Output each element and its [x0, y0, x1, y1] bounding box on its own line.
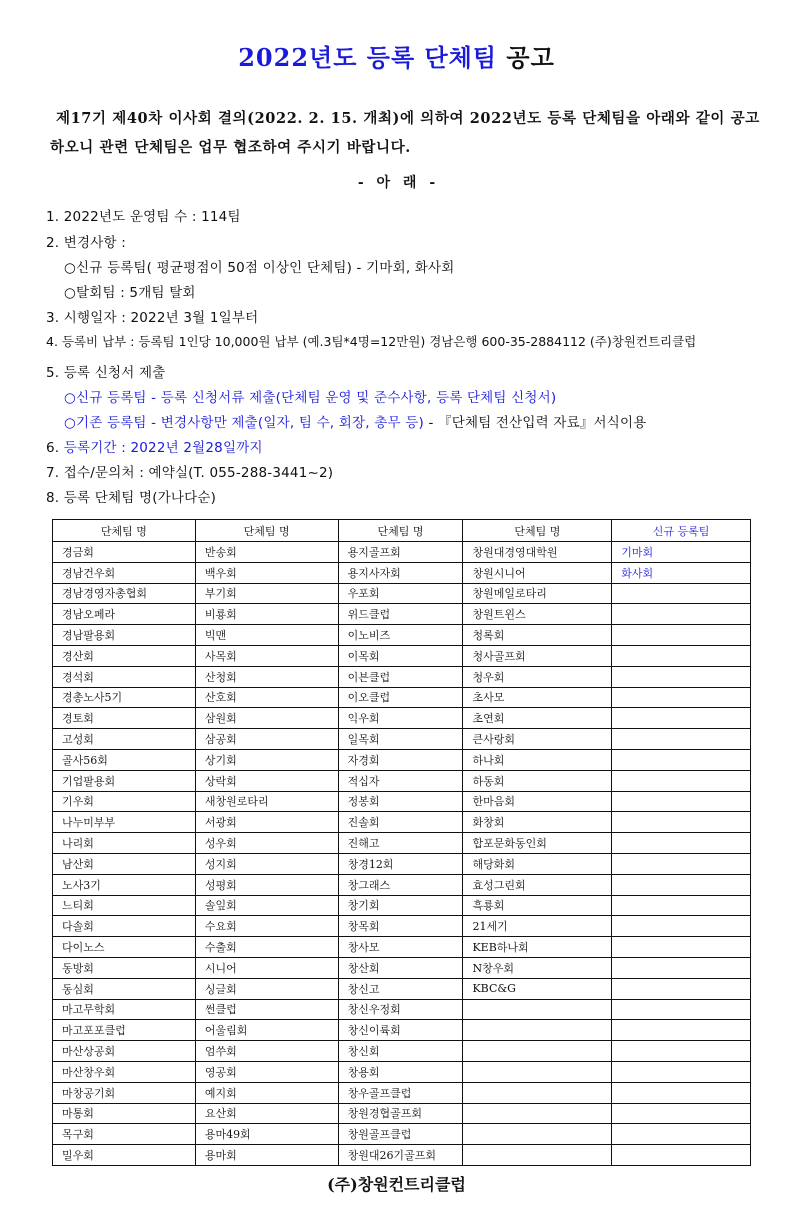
table-cell: 빅맨 [195, 625, 338, 646]
table-cell: 고성회 [53, 729, 196, 750]
table-cell: 창원시니어 [463, 562, 612, 583]
table-cell-new [612, 1041, 751, 1062]
table-row [53, 562, 751, 583]
table-row [53, 729, 751, 750]
page-title [0, 38, 793, 73]
table-cell: 다솔회 [53, 916, 196, 937]
table-cell: 서광회 [195, 812, 338, 833]
table-cell: KBC&G [463, 978, 612, 999]
table-cell: 창사모 [338, 937, 463, 958]
table-cell: 창원대26기골프회 [338, 1145, 463, 1166]
table-cell [463, 1020, 612, 1041]
table-row [53, 708, 751, 729]
table-row [53, 1082, 751, 1103]
table-cell: 용지골프회 [338, 542, 463, 563]
section-heading: - 아 래 - [357, 175, 436, 191]
table-cell: 성평회 [195, 874, 338, 895]
table-row [53, 999, 751, 1020]
table-cell-new [612, 978, 751, 999]
table-row [53, 1020, 751, 1041]
table-cell-new [612, 874, 751, 895]
table-cell-new [612, 999, 751, 1020]
table-cell-new [612, 729, 751, 750]
table-cell: 창원골프클럽 [338, 1124, 463, 1145]
table-cell: 진해고 [338, 833, 463, 854]
table-cell: 산호회 [195, 687, 338, 708]
table-cell: 영공회 [195, 1061, 338, 1082]
item-5b [64, 411, 647, 431]
table-cell: 성우회 [195, 833, 338, 854]
table-cell-new [612, 937, 751, 958]
table-cell-new [612, 625, 751, 646]
table-cell-new [612, 666, 751, 687]
table-cell: 창산회 [338, 957, 463, 978]
table-cell: 다이노스 [53, 937, 196, 958]
table-cell-new [612, 1124, 751, 1145]
table-cell: 청사골프회 [463, 645, 612, 666]
table-cell-new [612, 853, 751, 874]
table-cell-new [612, 1020, 751, 1041]
table-cell [463, 1082, 612, 1103]
table-row [53, 791, 751, 812]
table-cell: 동심회 [53, 978, 196, 999]
table-cell: 큰사랑회 [463, 729, 612, 750]
table-cell: 경토회 [53, 708, 196, 729]
table-cell [463, 1041, 612, 1062]
table-cell: 창용회 [338, 1061, 463, 1082]
table-cell: 동방회 [53, 957, 196, 978]
table-cell: 경남건우회 [53, 562, 196, 583]
table-cell: 경금회 [53, 542, 196, 563]
table-cell-new [612, 1082, 751, 1103]
table-cell: 마산창우회 [53, 1061, 196, 1082]
item-4: 4. 등록비 납부 : 등록팀 1인당 10,000원 납부 (예.3팀*4명=12만원) 경남은행 600-35-2884112 (주)창원컨트리클럽 [46, 334, 697, 349]
table-cell: 용마회 [195, 1145, 338, 1166]
column-header-new: 신규 등록팀 [612, 520, 751, 542]
table-cell: 창신이륙회 [338, 1020, 463, 1041]
table-cell [463, 1145, 612, 1166]
table-cell: KEB하나회 [463, 937, 612, 958]
table-cell: 우포회 [338, 583, 463, 604]
table-cell: 밀우회 [53, 1145, 196, 1166]
table-cell: 사목회 [195, 645, 338, 666]
table-cell: 창원대경영대학원 [463, 542, 612, 563]
table-cell-new [612, 687, 751, 708]
table-cell: N창우회 [463, 957, 612, 978]
table-cell: 삼원회 [195, 708, 338, 729]
table-cell: 초연회 [463, 708, 612, 729]
table-row [53, 937, 751, 958]
column-header: 단체팀 명 [463, 520, 612, 542]
table-cell-new [612, 812, 751, 833]
table-cell: 골사56회 [53, 749, 196, 770]
title-suffix: 공고 [506, 43, 555, 72]
table-row [53, 1145, 751, 1166]
table-cell [463, 1061, 612, 1082]
table-cell-new [612, 583, 751, 604]
table-row [53, 625, 751, 646]
table-cell-new [612, 604, 751, 625]
table-cell-new [612, 770, 751, 791]
table-cell: 익우회 [338, 708, 463, 729]
table-cell: 부기회 [195, 583, 338, 604]
table-cell: 초사모 [463, 687, 612, 708]
table-row [53, 645, 751, 666]
item-2: 2. 변경사항 : [46, 235, 126, 251]
table-cell-new: 화사회 [612, 562, 751, 583]
item-6 [46, 436, 263, 456]
table-cell-new [612, 957, 751, 978]
table-cell: 창그래스 [338, 874, 463, 895]
item-7: 7. 접수/문의처 : 예약실(T. 055-288-3441~2) [46, 465, 334, 481]
table-cell: 비룡회 [195, 604, 338, 625]
item-5: 5. 등록 신청서 제출 [46, 365, 166, 381]
item-5a: ○신규 등록팀 - 등록 신청서류 제출(단체팀 운영 및 준수사항, 등록 단체팀 신청서) [64, 390, 557, 406]
table-cell: 21세기 [463, 916, 612, 937]
table-cell: 합포문화동인회 [463, 833, 612, 854]
item-6-text: 등록기간 : 2022년 2월28일까지 [63, 440, 263, 456]
table-cell: 위드클럽 [338, 604, 463, 625]
table-cell: 상기회 [195, 749, 338, 770]
table-cell-new [612, 1145, 751, 1166]
table-cell: 하동회 [463, 770, 612, 791]
table-row [53, 687, 751, 708]
table-cell: 용지사자회 [338, 562, 463, 583]
table-cell: 마통회 [53, 1103, 196, 1124]
table-row [53, 874, 751, 895]
table-cell: 새창원로타리 [195, 791, 338, 812]
table-cell: 적십자 [338, 770, 463, 791]
table-cell: 마고포포클럽 [53, 1020, 196, 1041]
table-cell: 나누미부부 [53, 812, 196, 833]
table-cell [463, 999, 612, 1020]
table-cell: 창원메일로타리 [463, 583, 612, 604]
item-8: 8. 등록 단체팀 명(가나다순) [46, 490, 217, 506]
table-cell-new [612, 749, 751, 770]
table-cell-new [612, 708, 751, 729]
item-6-number: 6. [46, 440, 64, 456]
table-row [53, 749, 751, 770]
table-cell [463, 1103, 612, 1124]
table-cell: 정봉회 [338, 791, 463, 812]
table-cell [463, 1124, 612, 1145]
table-cell: 수출회 [195, 937, 338, 958]
table-cell: 경남오페라 [53, 604, 196, 625]
table-cell: 반송회 [195, 542, 338, 563]
table-row [53, 1124, 751, 1145]
table-cell: 느티회 [53, 895, 196, 916]
item-5b-label: ○기존 등록팀 - 변경사항만 제출(일자, 팀 수, 회장, 총무 등) [64, 415, 424, 431]
table-cell: 이오클럽 [338, 687, 463, 708]
table-row [53, 542, 751, 563]
table-row [53, 833, 751, 854]
table-row [53, 916, 751, 937]
table-cell: 창신회 [338, 1041, 463, 1062]
table-cell: 남산회 [53, 853, 196, 874]
table-row [53, 770, 751, 791]
table-cell: 성지회 [195, 853, 338, 874]
team-table [52, 519, 751, 1166]
table-cell: 엄쑤회 [195, 1041, 338, 1062]
table-cell: 진솔회 [338, 812, 463, 833]
table-cell: 상락회 [195, 770, 338, 791]
table-row [53, 957, 751, 978]
table-cell: 마창공기회 [53, 1082, 196, 1103]
table-cell-new [612, 791, 751, 812]
table-cell-new [612, 1061, 751, 1082]
table-cell: 마산상공회 [53, 1041, 196, 1062]
table-row [53, 1103, 751, 1124]
table-cell-new [612, 1103, 751, 1124]
table-cell: 경석회 [53, 666, 196, 687]
table-cell: 예지회 [195, 1082, 338, 1103]
column-header: 단체팀 명 [195, 520, 338, 542]
item-2b: ○탈회팀 : 5개팀 탈회 [64, 285, 196, 301]
title-main: 2022년도 등록 단체팀 [238, 43, 498, 72]
table-cell-new [612, 833, 751, 854]
item-2a: ○신규 등록팀( 평균평점이 50점 이상인 단체팀) - 기마회, 화사회 [64, 260, 455, 276]
table-row [53, 895, 751, 916]
table-cell: 나리회 [53, 833, 196, 854]
table-cell: 해당화회 [463, 853, 612, 874]
table-cell: 하나회 [463, 749, 612, 770]
item-1: 1. 2022년도 운영팀 수 : 114팀 [46, 209, 241, 225]
table-cell: 경남경영자총협회 [53, 583, 196, 604]
table-cell: 창우골프클럽 [338, 1082, 463, 1103]
table-cell: 백우회 [195, 562, 338, 583]
table-cell: 창원경협골프회 [338, 1103, 463, 1124]
table-cell: 청우회 [463, 666, 612, 687]
item-3: 3. 시행일자 : 2022년 3월 1일부터 [46, 310, 259, 326]
table-row [53, 583, 751, 604]
table-cell: 경총노사5기 [53, 687, 196, 708]
table-cell: 요산회 [195, 1103, 338, 1124]
table-cell: 경남팔용회 [53, 625, 196, 646]
table-cell: 경산회 [53, 645, 196, 666]
table-cell: 청록회 [463, 625, 612, 646]
table-cell: 시니어 [195, 957, 338, 978]
table-row [53, 1041, 751, 1062]
table-cell: 한마음회 [463, 791, 612, 812]
table-cell: 창신고 [338, 978, 463, 999]
table-cell: 싱글회 [195, 978, 338, 999]
table-header-row [53, 520, 751, 542]
table-cell: 효성그린회 [463, 874, 612, 895]
table-cell: 노사3기 [53, 874, 196, 895]
table-cell: 이목회 [338, 645, 463, 666]
table-cell: 기업팔용회 [53, 770, 196, 791]
table-cell: 산청회 [195, 666, 338, 687]
table-cell: 수요회 [195, 916, 338, 937]
table-cell: 화창회 [463, 812, 612, 833]
table-cell: 창경12회 [338, 853, 463, 874]
table-cell: 창신우정회 [338, 999, 463, 1020]
table-cell: 어울림회 [195, 1020, 338, 1041]
table-row [53, 1061, 751, 1082]
column-header: 단체팀 명 [338, 520, 463, 542]
footer-organization: (주)창원컨트리클럽 [327, 1175, 466, 1194]
table-cell: 마고무학회 [53, 999, 196, 1020]
table-cell-new [612, 916, 751, 937]
table-cell: 일목회 [338, 729, 463, 750]
table-cell: 기우회 [53, 791, 196, 812]
table-row [53, 853, 751, 874]
table-cell: 이노비즈 [338, 625, 463, 646]
table-cell: 창목회 [338, 916, 463, 937]
table-cell: 자경회 [338, 749, 463, 770]
table-cell: 창원트윈스 [463, 604, 612, 625]
table-cell: 썬클럽 [195, 999, 338, 1020]
table-cell: 용마49회 [195, 1124, 338, 1145]
item-5b-tail: - 『단체팀 전산입력 자료』서식이용 [423, 415, 647, 431]
table-cell: 목구회 [53, 1124, 196, 1145]
table-cell: 흑룡회 [463, 895, 612, 916]
table-cell-new: 기마회 [612, 542, 751, 563]
table-cell: 삼공회 [195, 729, 338, 750]
table-cell: 솔잎회 [195, 895, 338, 916]
table-cell: 이븐클럽 [338, 666, 463, 687]
column-header: 단체팀 명 [53, 520, 196, 542]
table-row [53, 666, 751, 687]
table-row [53, 812, 751, 833]
table-row [53, 604, 751, 625]
table-row [53, 978, 751, 999]
table-cell: 창기회 [338, 895, 463, 916]
table-cell-new [612, 645, 751, 666]
table-cell-new [612, 895, 751, 916]
intro-paragraph: 제17기 제40차 이사회 결의(2022. 2. 15. 개최)에 의하여 2022년도 등록 단체팀을 아래와 같이 공고하오니 관련 단체팀은 업무 협조하여 주시기 바랍니다. [50, 110, 760, 156]
